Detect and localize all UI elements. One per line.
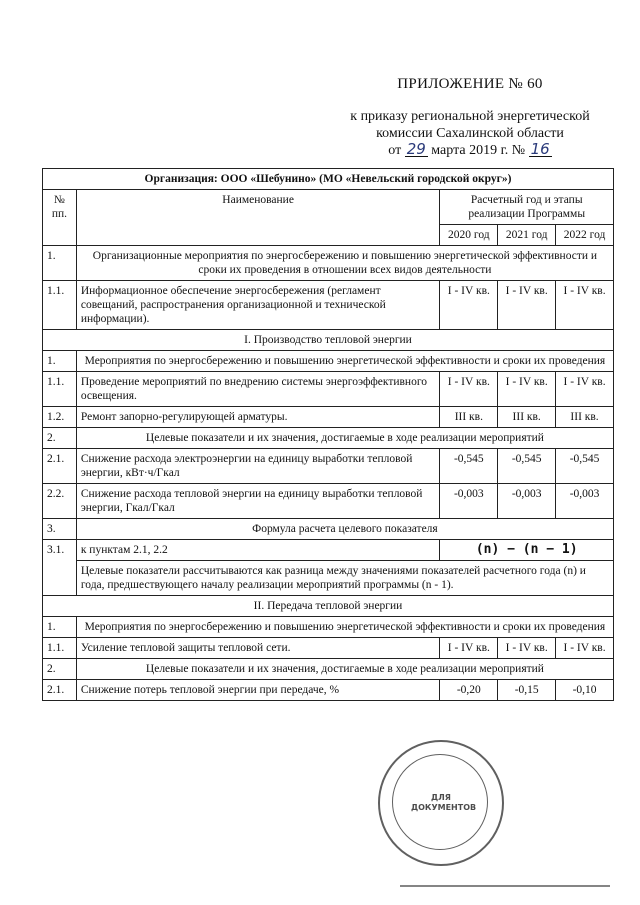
value-2022: -0,545 [556, 449, 614, 484]
organization-row [43, 169, 614, 190]
value-2022: I - IV кв. [556, 281, 614, 330]
row-text: Информационное обеспечение энергосбережения (регламент совещаний, распространения организационной и технической информации). [76, 281, 440, 330]
value-2022: I - IV кв. [556, 372, 614, 407]
date-prefix: от [388, 143, 402, 158]
value-2020: I - IV кв. [440, 281, 498, 330]
program-table [42, 168, 614, 701]
row-num: 2.1. [43, 449, 77, 484]
row-text: Мероприятия по энергосбережению и повышению энергетической эффективности и сроки их проведения [76, 351, 613, 372]
value-2020: -0,003 [440, 484, 498, 519]
table-row [43, 407, 614, 428]
row-text: Снижение расхода тепловой энергии на единицу выработки тепловой энергии, Гкал/Гкал [76, 484, 440, 519]
formula: (n) − (n − 1) [440, 540, 614, 561]
table-header-row [43, 190, 614, 225]
table-row [43, 372, 614, 407]
row-text: Снижение расхода электроэнергии на единицу выработки тепловой энергии, кВт·ч/Гкал [76, 449, 440, 484]
table-row [43, 281, 614, 330]
row-num: 1.1. [43, 638, 77, 659]
value-2020: -0,545 [440, 449, 498, 484]
year-2021: 2021 год [498, 225, 556, 246]
row-num: 1.1. [43, 372, 77, 407]
col-name-header: Наименование [76, 190, 440, 246]
row-num: 3.1. [43, 540, 77, 596]
order-line-1: к приказу региональной энергетической [350, 109, 590, 124]
row-text: Формула расчета целевого показателя [76, 519, 613, 540]
table-row [43, 428, 614, 449]
row-num: 2.2. [43, 484, 77, 519]
appendix-title: ПРИЛОЖЕНИЕ № 60 [397, 76, 543, 92]
section-row [43, 330, 614, 351]
value-2021: I - IV кв. [498, 638, 556, 659]
row-num: 1.2. [43, 407, 77, 428]
value-2020: III кв. [440, 407, 498, 428]
section-title: II. Передача тепловой энергии [43, 596, 614, 617]
table-row [43, 617, 614, 638]
value-2020: I - IV кв. [440, 638, 498, 659]
value-2021: III кв. [498, 407, 556, 428]
row-num: 1.1. [43, 281, 77, 330]
col-period-header: Расчетный год и этапы реализации Программы [440, 190, 614, 225]
bottom-scan-line [400, 885, 610, 887]
date-day: 29 [406, 140, 426, 158]
row-num: 2. [43, 428, 77, 449]
table-row [43, 351, 614, 372]
value-2022: -0,10 [556, 680, 614, 701]
year-2022: 2022 год [556, 225, 614, 246]
col-num-header: № пп. [43, 190, 77, 246]
row-num: 1. [43, 351, 77, 372]
table-row [43, 484, 614, 519]
row-num: 1. [43, 617, 77, 638]
order-date-line [320, 142, 620, 159]
table-row [43, 519, 614, 540]
table-row [43, 246, 614, 281]
section-row [43, 596, 614, 617]
row-text: Организационные мероприятия по энергосбережению и повышению энергетической эффективности и сроки их проведения в отношении всех видов деятельности [76, 246, 613, 281]
table-row [43, 638, 614, 659]
official-stamp [378, 740, 504, 866]
row-text: к пунктам 2.1, 2.2 [76, 540, 440, 561]
row-text: Целевые показатели и их значения, достигаемые в ходе реализации мероприятий [76, 659, 613, 680]
row-text: Мероприятия по энергосбережению и повышению энергетической эффективности и сроки их проведения [76, 617, 613, 638]
row-text: Проведение мероприятий по внедрению системы энергоэффективного освещения. [76, 372, 440, 407]
value-2022: III кв. [556, 407, 614, 428]
order-line-2: комиссии Сахалинской области [376, 126, 564, 141]
row-num: 2. [43, 659, 77, 680]
table-row [43, 449, 614, 484]
value-2020: -0,20 [440, 680, 498, 701]
row-text: Снижение потерь тепловой энергии при передаче, % [76, 680, 440, 701]
year-2020: 2020 год [440, 225, 498, 246]
value-2021: I - IV кв. [498, 281, 556, 330]
section-title: I. Производство тепловой энергии [43, 330, 614, 351]
value-2020: I - IV кв. [440, 372, 498, 407]
row-text: Ремонт запорно-регулирующей арматуры. [76, 407, 440, 428]
value-2021: I - IV кв. [498, 372, 556, 407]
stamp-text: ДЛЯ ДОКУМЕНТОВ [411, 793, 477, 812]
document-header [320, 76, 620, 159]
row-num: 2.1. [43, 680, 77, 701]
table-row [43, 540, 614, 561]
value-2022: -0,003 [556, 484, 614, 519]
row-text: Усиление тепловой защиты тепловой сети. [76, 638, 440, 659]
row-num: 3. [43, 519, 77, 540]
order-number: 16 [530, 140, 550, 158]
value-2022: I - IV кв. [556, 638, 614, 659]
table-row [43, 680, 614, 701]
value-2021: -0,15 [498, 680, 556, 701]
date-rest: марта 2019 г. № [431, 143, 526, 158]
table-row [43, 659, 614, 680]
value-2021: -0,003 [498, 484, 556, 519]
row-num: 1. [43, 246, 77, 281]
value-2021: -0,545 [498, 449, 556, 484]
table-row [43, 561, 614, 596]
organization-cell: Организация: ООО «Шебунино» (МО «Невельский городской округ») [43, 169, 614, 190]
stamp-inner-ring [392, 754, 488, 850]
row-text: Целевые показатели и их значения, достигаемые в ходе реализации мероприятий [76, 428, 613, 449]
formula-note: Целевые показатели рассчитываются как разница между значениями показателей расчетного года (n) и года, предшествующего началу реализации мероприятий программы (n - 1). [76, 561, 613, 596]
